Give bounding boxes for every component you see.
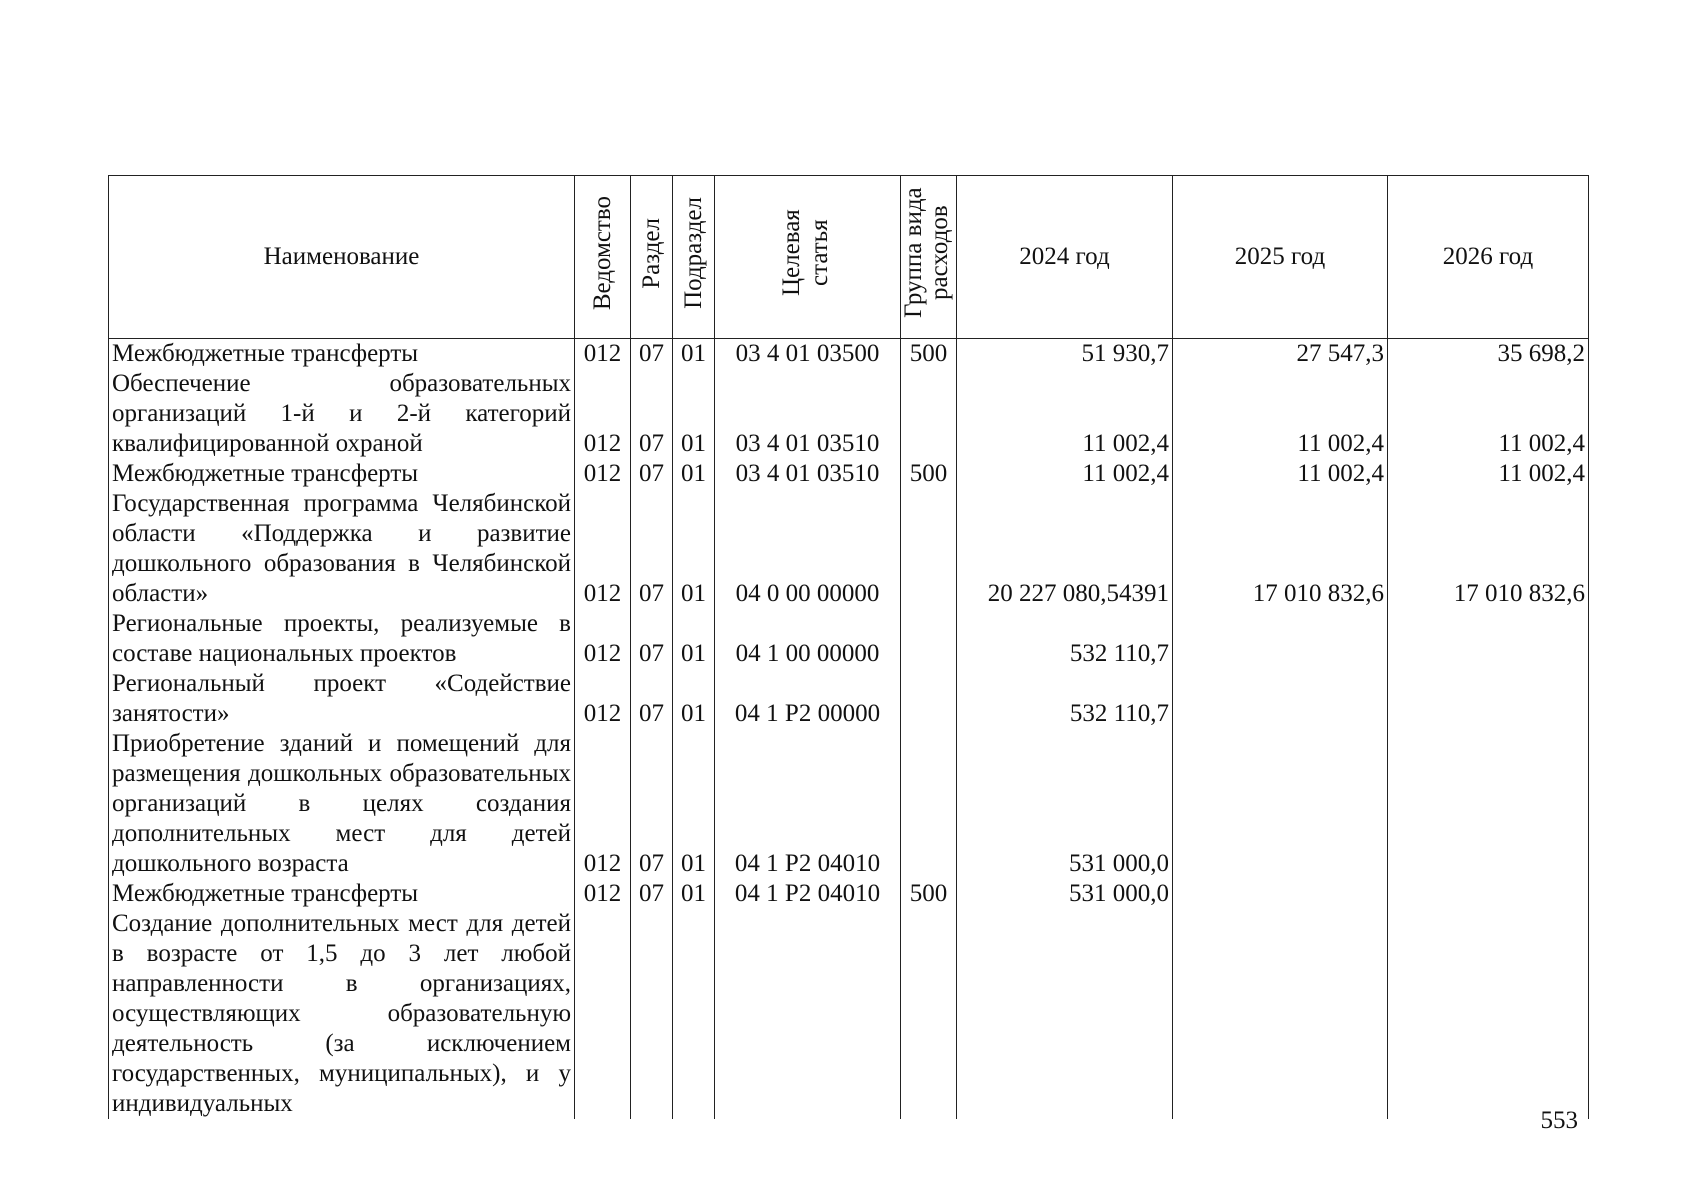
cell-gruppa-vida-rashodov: 500 xyxy=(901,459,957,489)
cell-razdel: 07 xyxy=(631,339,673,370)
cell-podrazdel: 01 xyxy=(673,729,715,879)
cell-2024: 51 930,7 xyxy=(957,339,1173,370)
cell-2026: 11 002,4 xyxy=(1388,459,1589,489)
cell-vedomstvo xyxy=(575,909,631,1119)
cell-tselevaya-statya: 04 1 P2 04010 xyxy=(715,879,901,909)
cell-2026: 17 010 832,6 xyxy=(1388,489,1589,609)
cell-2026: 11 002,4 xyxy=(1388,369,1589,459)
cell-tselevaya-statya: 04 1 P2 04010 xyxy=(715,729,901,879)
cell-2026 xyxy=(1388,729,1589,879)
table-body xyxy=(109,339,1589,1120)
cell-name: Обеспечение образовательных организаций 1-й и 2-й категорий квалифицированной охраной xyxy=(109,369,575,459)
header-name: Наименование xyxy=(109,176,575,339)
cell-name: Межбюджетные трансферты xyxy=(109,459,575,489)
cell-tselevaya-statya: 04 0 00 00000 xyxy=(715,489,901,609)
cell-2024: 11 002,4 xyxy=(957,459,1173,489)
header-2026: 2026 год xyxy=(1388,176,1589,339)
cell-razdel: 07 xyxy=(631,669,673,729)
cell-razdel: 07 xyxy=(631,459,673,489)
cell-podrazdel: 01 xyxy=(673,489,715,609)
cell-podrazdel: 01 xyxy=(673,609,715,669)
cell-gruppa-vida-rashodov xyxy=(901,669,957,729)
header-razdel: Раздел xyxy=(631,176,673,339)
cell-2026 xyxy=(1388,669,1589,729)
header-gruppa-vida-rashodov: Группа вида расходов xyxy=(901,176,957,339)
cell-razdel: 07 xyxy=(631,729,673,879)
cell-name: Межбюджетные трансферты xyxy=(109,339,575,370)
cell-name: Создание дополнительных мест для детей в возрасте от 1,5 до 3 лет любой направленности в организациях, осуществляющих образовательную деятельность (за исключением государственных, муниципальных), и у индивидуальных xyxy=(109,909,575,1119)
cell-vedomstvo: 012 xyxy=(575,669,631,729)
cell-2025: 17 010 832,6 xyxy=(1173,489,1388,609)
cell-razdel: 07 xyxy=(631,609,673,669)
table-row xyxy=(109,339,1589,370)
cell-2024: 532 110,7 xyxy=(957,669,1173,729)
cell-vedomstvo: 012 xyxy=(575,339,631,370)
cell-gruppa-vida-rashodov xyxy=(901,369,957,459)
cell-vedomstvo: 012 xyxy=(575,459,631,489)
header-vedomstvo: Ведомство xyxy=(575,176,631,339)
cell-podrazdel: 01 xyxy=(673,459,715,489)
table-header-row xyxy=(109,176,1589,339)
cell-tselevaya-statya xyxy=(715,909,901,1119)
budget-table xyxy=(108,175,1589,1119)
cell-razdel: 07 xyxy=(631,489,673,609)
page-number: 553 xyxy=(1540,1107,1578,1134)
cell-2025: 11 002,4 xyxy=(1173,369,1388,459)
cell-2026 xyxy=(1388,609,1589,669)
cell-2026: 35 698,2 xyxy=(1388,339,1589,370)
cell-vedomstvo: 012 xyxy=(575,879,631,909)
table-row xyxy=(109,459,1589,489)
cell-razdel: 07 xyxy=(631,369,673,459)
cell-tselevaya-statya: 04 1 00 00000 xyxy=(715,609,901,669)
header-podrazdel: Подраздел xyxy=(673,176,715,339)
cell-2025: 27 547,3 xyxy=(1173,339,1388,370)
header-tselevaya-statya: Целевая статья xyxy=(715,176,901,339)
header-2025: 2025 год xyxy=(1173,176,1388,339)
table-row xyxy=(109,909,1589,1119)
cell-tselevaya-statya: 03 4 01 03510 xyxy=(715,369,901,459)
cell-2026 xyxy=(1388,879,1589,909)
cell-2025 xyxy=(1173,609,1388,669)
cell-podrazdel: 01 xyxy=(673,669,715,729)
table-row xyxy=(109,879,1589,909)
cell-2025 xyxy=(1173,909,1388,1119)
table-row xyxy=(109,669,1589,729)
cell-2024: 531 000,0 xyxy=(957,879,1173,909)
cell-vedomstvo: 012 xyxy=(575,729,631,879)
cell-name: Региональный проект «Содействие занятости» xyxy=(109,669,575,729)
cell-razdel xyxy=(631,909,673,1119)
cell-2025 xyxy=(1173,669,1388,729)
table-row xyxy=(109,609,1589,669)
cell-gruppa-vida-rashodov: 500 xyxy=(901,879,957,909)
cell-gruppa-vida-rashodov: 500 xyxy=(901,339,957,370)
cell-gruppa-vida-rashodov xyxy=(901,729,957,879)
cell-vedomstvo: 012 xyxy=(575,369,631,459)
cell-2024: 531 000,0 xyxy=(957,729,1173,879)
cell-razdel: 07 xyxy=(631,879,673,909)
cell-name: Региональные проекты, реализуемые в составе национальных проектов xyxy=(109,609,575,669)
cell-2026 xyxy=(1388,909,1589,1119)
cell-gruppa-vida-rashodov xyxy=(901,609,957,669)
table-row xyxy=(109,489,1589,609)
cell-2024: 20 227 080,54391 xyxy=(957,489,1173,609)
cell-2024 xyxy=(957,909,1173,1119)
cell-gruppa-vida-rashodov xyxy=(901,909,957,1119)
cell-podrazdel: 01 xyxy=(673,879,715,909)
table-row xyxy=(109,369,1589,459)
cell-gruppa-vida-rashodov xyxy=(901,489,957,609)
cell-name: Приобретение зданий и помещений для размещения дошкольных образовательных организаций в целях создания дополнительных мест для детей дошкольного возраста xyxy=(109,729,575,879)
cell-podrazdel: 01 xyxy=(673,369,715,459)
cell-tselevaya-statya: 04 1 P2 00000 xyxy=(715,669,901,729)
cell-vedomstvo: 012 xyxy=(575,609,631,669)
cell-tselevaya-statya: 03 4 01 03500 xyxy=(715,339,901,370)
cell-vedomstvo: 012 xyxy=(575,489,631,609)
table-row xyxy=(109,729,1589,879)
cell-2024: 532 110,7 xyxy=(957,609,1173,669)
cell-podrazdel xyxy=(673,909,715,1119)
cell-2025: 11 002,4 xyxy=(1173,459,1388,489)
cell-2024: 11 002,4 xyxy=(957,369,1173,459)
cell-name: Государственная программа Челябинской области «Поддержка и развитие дошкольного образования в Челябинской области» xyxy=(109,489,575,609)
cell-2025 xyxy=(1173,879,1388,909)
cell-name: Межбюджетные трансферты xyxy=(109,879,575,909)
header-2024: 2024 год xyxy=(957,176,1173,339)
cell-2025 xyxy=(1173,729,1388,879)
cell-podrazdel: 01 xyxy=(673,339,715,370)
cell-tselevaya-statya: 03 4 01 03510 xyxy=(715,459,901,489)
